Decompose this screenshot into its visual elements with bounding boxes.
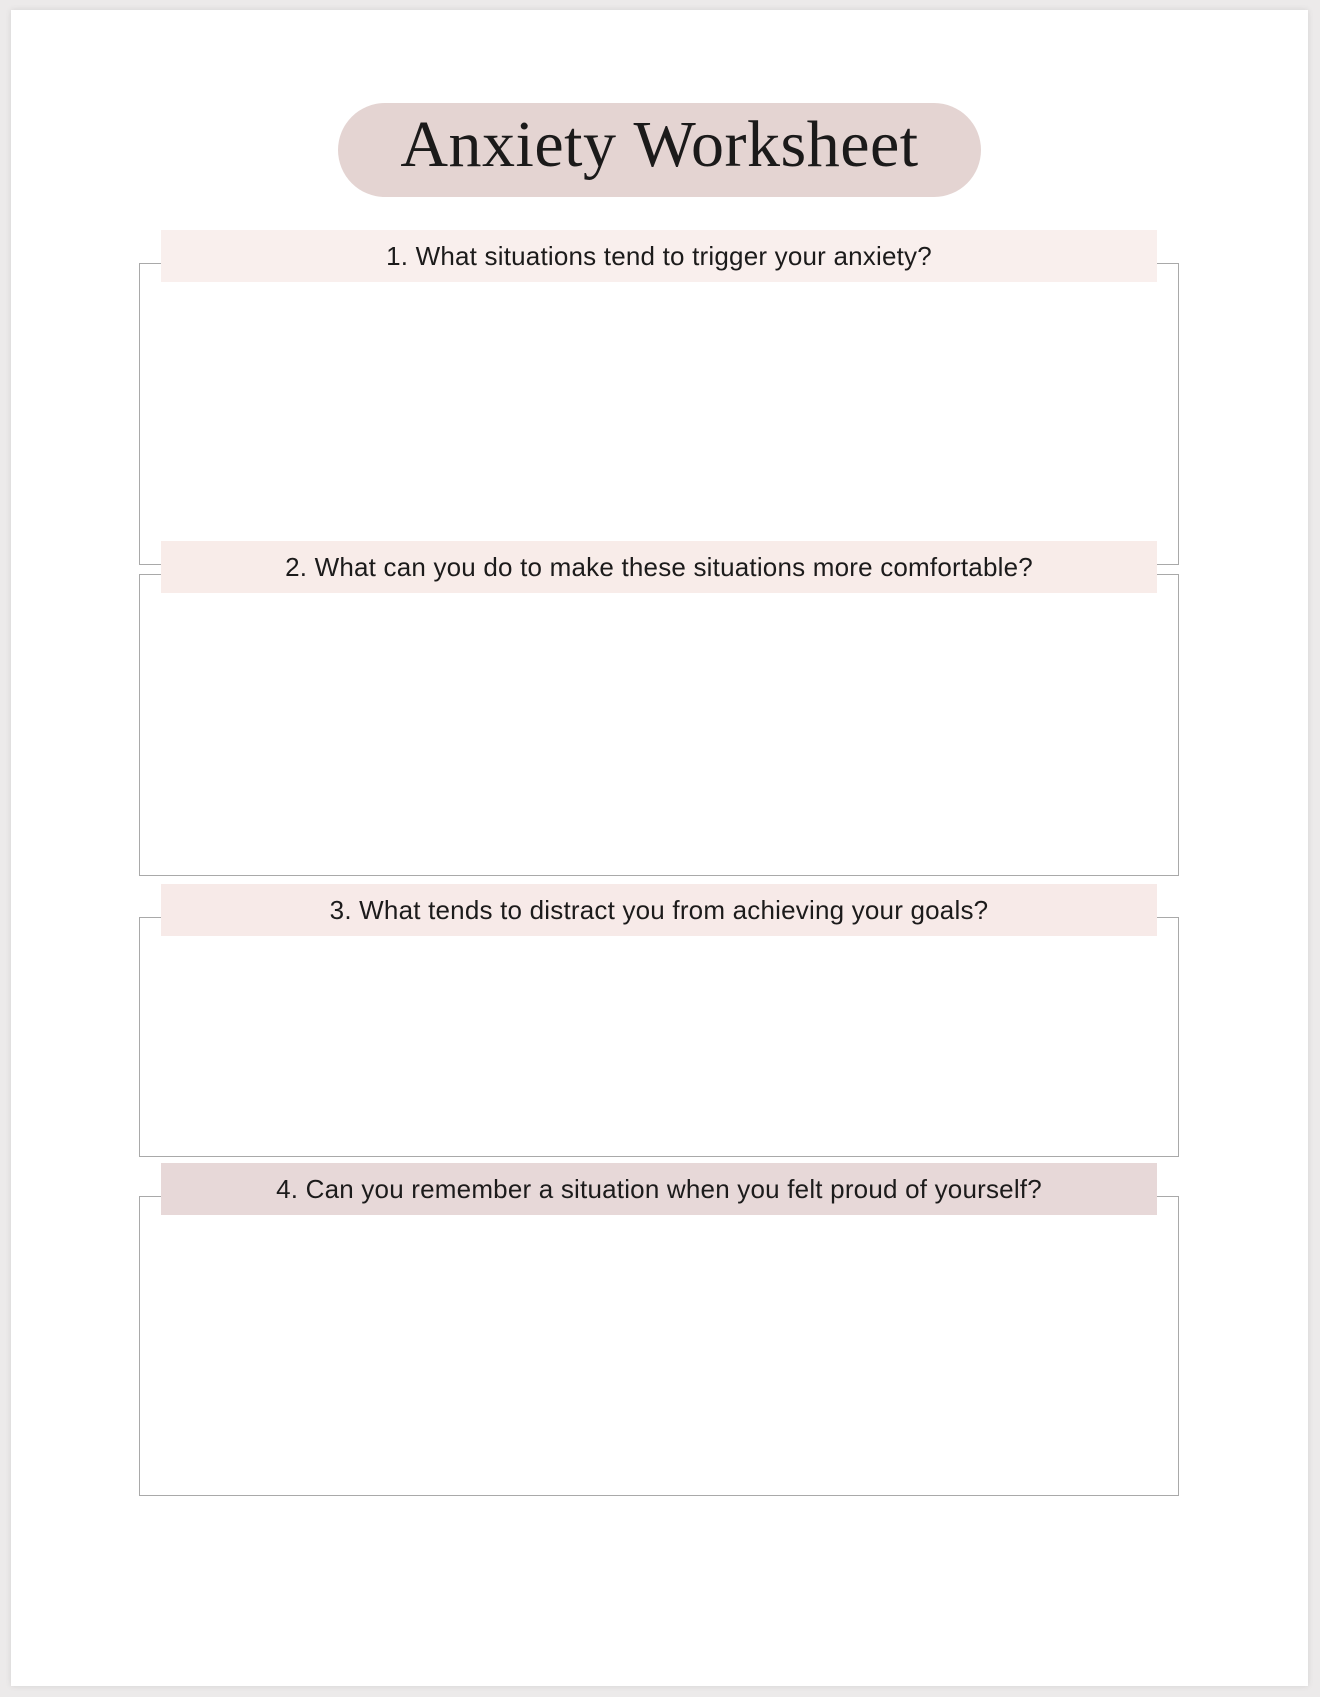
answer-box-3[interactable] — [139, 917, 1179, 1157]
answer-box-2[interactable] — [139, 574, 1179, 876]
question-band-1 — [161, 230, 1157, 282]
question-label-4: 4. Can you remember a situation when you felt proud of yourself? — [276, 1173, 1042, 1204]
question-label-2: 2. What can you do to make these situations more comfortable? — [285, 551, 1033, 582]
worksheet-page — [11, 10, 1308, 1686]
title-text-regular: Anxiety — [400, 108, 617, 181]
question-band-4 — [161, 1163, 1157, 1215]
title-text-italic: Worksheet — [633, 108, 919, 181]
question-band-2 — [161, 541, 1157, 593]
title-pill — [338, 103, 980, 197]
question-label-3: 3. What tends to distract you from achieving your goals? — [329, 894, 989, 925]
question-label-1: 1. What situations tend to trigger your anxiety? — [386, 240, 932, 271]
answer-box-1[interactable] — [139, 263, 1179, 565]
answer-box-4[interactable] — [139, 1196, 1179, 1496]
worksheet-title — [11, 103, 1308, 197]
question-band-3 — [161, 884, 1157, 936]
